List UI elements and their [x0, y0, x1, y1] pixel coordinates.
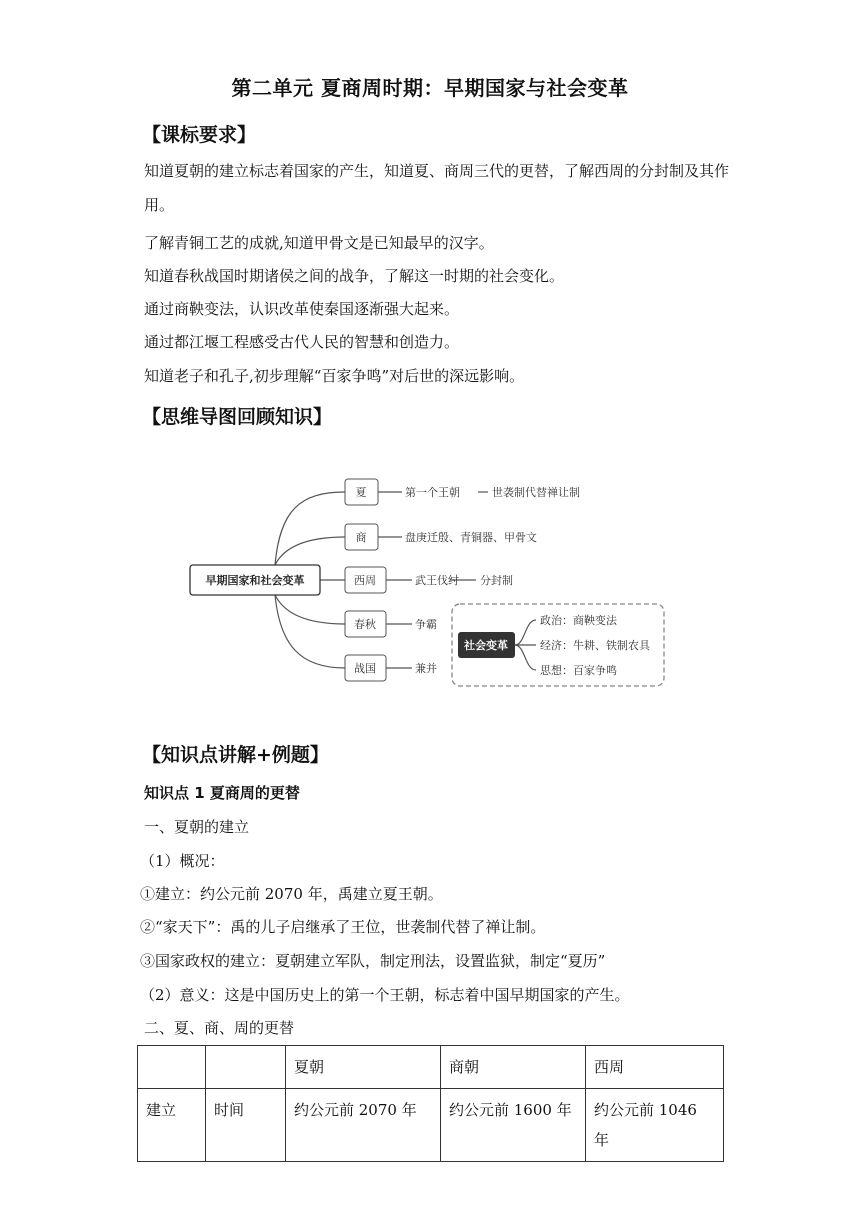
- branch-xizhou-detail: 武王伐纣: [415, 574, 459, 587]
- dynasty-table: [137, 1045, 724, 1162]
- requirement-item-5: 通过都江堰工程感受古代人民的智慧和创造力。: [144, 333, 460, 351]
- table-cell: [206, 1046, 286, 1089]
- branch-shang-detail: 盘庚迁殷、青铜器、甲骨文: [405, 531, 537, 544]
- branch-xia-detail2: 世袭制代替禅让制: [492, 486, 580, 499]
- mindmap-heading: 【思维导图回顾知识】: [142, 406, 333, 428]
- item-family-rule: ②“家天下”：禹的儿子启继承了王位，世袭制代替了禅让制。: [140, 918, 546, 936]
- item-state-power: ③国家政权的建立：夏朝建立军队，制定刑法，设置监狱，制定“夏历”: [140, 952, 606, 970]
- branch-xia-detail: 第一个王朝: [405, 486, 460, 499]
- requirement-item-1: 知道夏朝的建立标志着国家的产生，知道夏、商周三代的更替，了解西周的分封制及其作用。: [144, 162, 730, 214]
- branch-xizhou-label: 西周: [354, 574, 376, 587]
- reform-politics: 政治：商鞅变法: [540, 614, 617, 627]
- branch-zhanguo-label: 战国: [354, 662, 376, 675]
- table-header-cell: 西周: [586, 1046, 724, 1089]
- dynasty-succession-heading: 二、夏、商、周的更替: [144, 1019, 295, 1037]
- significance-text: （2）意义：这是中国历史上的第一个王朝，标志着中国早期国家的产生。: [140, 986, 630, 1004]
- table-cell: [138, 1046, 206, 1089]
- knowledge-point-title: 知识点 1 夏商周的更替: [144, 784, 300, 802]
- item-founding: ①建立：约公元前 2070 年，禹建立夏王朝。: [140, 885, 443, 903]
- requirement-item-4: 通过商鞅变法，认识改革使秦国逐渐强大起来。: [144, 300, 460, 318]
- branch-chunqiu-label: 春秋: [354, 618, 376, 631]
- reform-economy: 经济：牛耕、铁制农具: [540, 639, 650, 652]
- table-header-cell: 夏朝: [286, 1046, 441, 1089]
- branch-chunqiu-detail: 争霸: [415, 618, 437, 631]
- branch-zhanguo-detail: 兼并: [415, 662, 437, 675]
- requirement-item-3: 知道春秋战国时期诸侯之间的战争，了解这一时期的社会变化。: [144, 267, 565, 285]
- table-cell: 建立: [138, 1089, 206, 1162]
- overview-label: （1）概况：: [140, 852, 225, 870]
- table-header-cell: 商朝: [441, 1046, 586, 1089]
- branch-xizhou-detail2: 分封制: [480, 574, 513, 587]
- knowledge-heading: 【知识点讲解+例题】: [142, 744, 329, 766]
- branch-shang-label: 商: [355, 531, 367, 544]
- requirement-item-6: 知道老子和孔子,初步理解“百家争鸣”对后世的深远影响。: [144, 367, 525, 385]
- reform-thought: 思想：百家争鸣: [540, 664, 617, 677]
- xia-founding-heading: 一、夏朝的建立: [144, 818, 250, 836]
- table-cell: 约公元前 1046 年: [586, 1089, 724, 1162]
- page-title: 第二单元 夏商周时期：早期国家与社会变革: [231, 76, 629, 100]
- table-cell: 约公元前 1600 年: [441, 1089, 586, 1162]
- branch-xia-label: 夏: [355, 486, 367, 499]
- reform-label: 社会变革: [464, 639, 508, 652]
- requirements-heading: 【课标要求】: [142, 124, 257, 146]
- table-header-row: [138, 1046, 724, 1089]
- requirement-item-2: 了解青铜工艺的成就,知道甲骨文是已知最早的汉字。: [144, 234, 494, 252]
- table-row: [138, 1089, 724, 1162]
- mindmap-diagram: [180, 470, 680, 690]
- table-cell: 约公元前 2070 年: [286, 1089, 441, 1162]
- mindmap-root-label: 早期国家和社会变革: [205, 574, 305, 587]
- table-cell: 时间: [206, 1089, 286, 1162]
